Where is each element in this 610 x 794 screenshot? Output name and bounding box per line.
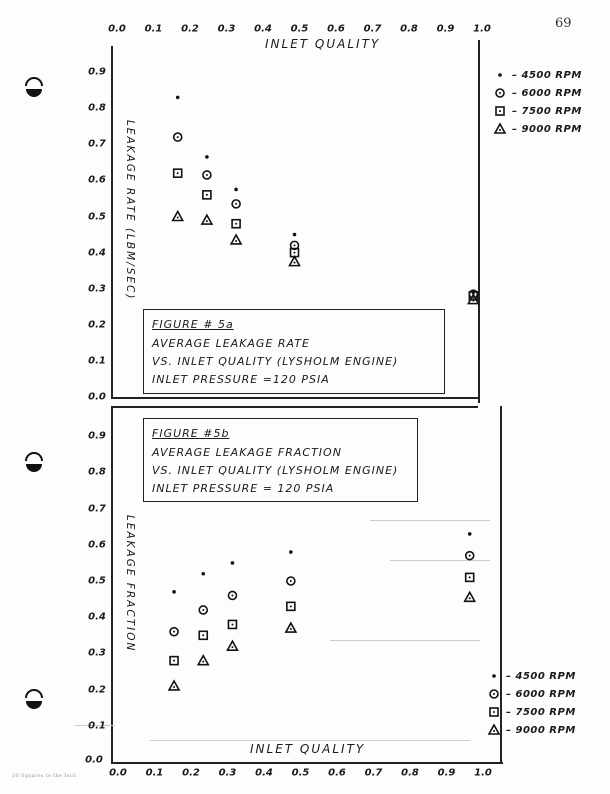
dot-marker-icon	[231, 561, 235, 565]
legend-label: – 7500 RPM	[506, 706, 576, 718]
triangle-dot-marker-icon	[290, 257, 300, 266]
bottom-y-tick: 0.5	[88, 575, 106, 587]
top-x-tick: 0.3	[217, 23, 236, 35]
legend-label: – 7500 RPM	[512, 105, 582, 117]
square-dot-marker-icon	[228, 620, 236, 628]
top-y-tick: 0.7	[88, 138, 106, 150]
circle-dot-marker-icon	[203, 171, 211, 179]
top-x-tick: 0.4	[254, 23, 272, 35]
figure-5b-line2: VS. INLET QUALITY (LYSHOLM ENGINE)	[152, 464, 399, 477]
dot-marker-icon	[176, 96, 180, 100]
triangle-dot-marker-icon	[173, 212, 183, 221]
top-y-tick: 0.6	[88, 174, 106, 186]
figure-5a-line3: INLET PRESSURE =120 PSIA	[152, 373, 330, 386]
bottom-x-tick: 0.2	[182, 767, 200, 779]
top-y-tick: 0.9	[88, 66, 106, 78]
bottom-x-tick: 0.3	[218, 767, 237, 779]
square-dot-marker-icon	[466, 573, 474, 581]
bottom-x-tick: 0.1	[145, 767, 164, 779]
bottom-x-tick: 0.5	[291, 767, 310, 779]
bottom-y-tick: 0.3	[88, 647, 106, 659]
triangle-dot-marker-icon	[227, 641, 237, 650]
top-x-tick: 0.7	[363, 23, 382, 35]
top-x-tick: 0.5	[290, 23, 309, 35]
top-x-tick: 0.6	[327, 23, 345, 35]
top-y-tick: 0.0	[88, 391, 106, 403]
bottom-y-tick: 0.1	[88, 720, 106, 732]
bottom-y-tick: 0.2	[88, 684, 106, 696]
square-dot-marker-icon	[203, 191, 211, 199]
square-dot-marker-icon	[232, 220, 240, 228]
square-dot-marker-icon	[170, 657, 178, 665]
top-x-tick: 0.1	[144, 23, 163, 35]
figure-5a-line2: VS. INLET QUALITY (LYSHOLM ENGINE)	[152, 355, 399, 368]
bottom-x-axis-label: INLET QUALITY	[250, 742, 366, 756]
top-x-tick: 0.9	[436, 23, 455, 35]
top-y-tick: 0.1	[88, 355, 106, 367]
legend-label: – 6000 RPM	[506, 688, 576, 700]
triangle-dot-marker-icon	[231, 235, 241, 244]
circle-dot-marker-icon	[199, 606, 207, 614]
top-y-tick: 0.4	[88, 247, 106, 259]
dot-marker-icon	[468, 532, 472, 536]
top-y-tick: 0.8	[88, 102, 106, 114]
circle-dot-marker-icon	[228, 591, 236, 599]
legend-label: – 4500 RPM	[512, 69, 582, 81]
square-dot-marker-icon	[287, 602, 295, 610]
legend-label: – 6000 RPM	[512, 87, 582, 99]
triangle-dot-marker-icon	[202, 215, 212, 224]
figure-5a-line1: AVERAGE LEAKAGE RATE	[152, 337, 310, 350]
dot-marker-icon	[201, 572, 205, 576]
dot-marker-icon	[293, 233, 297, 237]
top-y-tick: 0.2	[88, 319, 106, 331]
triangle-dot-marker-icon	[198, 656, 208, 665]
top-y-axis-label: LEAKAGE RATE (LBM/SEC)	[124, 120, 136, 301]
figure-5b-line1: AVERAGE LEAKAGE FRACTION	[152, 446, 342, 459]
top-y-tick: 0.5	[88, 211, 106, 222]
figure-5b-line3: INLET PRESSURE = 120 PSIA	[152, 482, 335, 495]
bottom-y-axis-label: LEAKAGE FRACTION	[124, 515, 136, 653]
bottom-y-tick: 0.4	[88, 611, 106, 623]
bottom-x-tick: 0.0	[109, 767, 127, 779]
bottom-x-tick: 0.6	[328, 767, 346, 779]
circle-dot-marker-icon	[287, 577, 295, 585]
legend-label: – 9000 RPM	[512, 123, 582, 135]
legend-label: – 9000 RPM	[506, 724, 576, 736]
dot-marker-icon	[289, 550, 293, 554]
bottom-x-tick: 0.9	[437, 767, 456, 779]
circle-dot-marker-icon	[232, 200, 240, 208]
figure-5a-title: FIGURE # 5a	[152, 318, 234, 331]
bottom-y-tick: 0.9	[88, 430, 106, 442]
dot-marker-icon	[172, 590, 176, 594]
triangle-dot-marker-icon	[286, 623, 296, 632]
bottom-y-tick-zero: 0.0	[85, 754, 103, 766]
legend-label: – 4500 RPM	[506, 670, 576, 682]
circle-dot-marker-icon	[170, 628, 178, 636]
circle-dot-marker-icon	[174, 133, 182, 141]
figure-5b-title: FIGURE #5b	[152, 427, 230, 440]
bottom-x-tick: 0.7	[364, 767, 383, 779]
top-x-tick: 0.2	[181, 23, 199, 35]
bottom-y-tick: 0.7	[88, 503, 106, 515]
triangle-dot-marker-icon	[465, 592, 475, 601]
dot-marker-icon	[205, 155, 209, 159]
page-number: 69	[555, 16, 572, 31]
dot-marker-icon	[234, 188, 238, 192]
top-x-axis-label: INLET QUALITY	[265, 37, 381, 51]
bottom-x-tick: 0.4	[255, 767, 273, 779]
top-y-tick: 0.3	[88, 283, 106, 295]
square-dot-marker-icon	[199, 631, 207, 639]
bottom-y-tick: 0.8	[88, 466, 106, 478]
square-dot-marker-icon	[174, 169, 182, 177]
top-x-tick: 0.0	[108, 23, 126, 35]
circle-dot-marker-icon	[466, 552, 474, 560]
top-x-tick: 0.8	[400, 23, 418, 35]
graph-paper-footer: 20 Squares to the Inch	[12, 773, 77, 779]
bottom-x-tick: 1.0	[474, 767, 492, 779]
top-x-tick: 1.0	[473, 23, 491, 35]
triangle-dot-marker-icon	[169, 681, 179, 690]
bottom-x-tick: 0.8	[401, 767, 419, 779]
bottom-y-tick: 0.6	[88, 539, 106, 551]
